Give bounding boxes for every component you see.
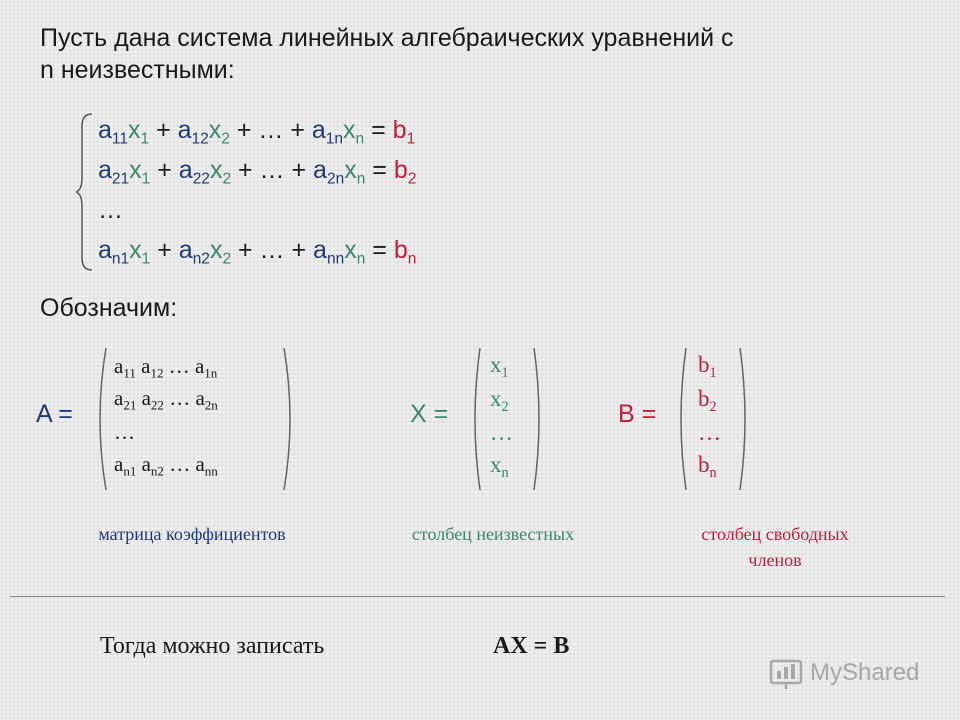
matrix-b-row-dots: … <box>698 420 721 445</box>
matrix-a-row-n: $a_{n1}$ $a_{n2}$ … $a_{nn}$ <box>114 452 218 479</box>
caption-unknowns-column: столбец неизвестных <box>411 524 575 544</box>
matrix-a <box>92 346 298 492</box>
conclusion-text: Тогда можно записать <box>100 633 325 659</box>
caption-coefficient-matrix: матрица коэффициентов <box>98 524 286 544</box>
intro-line-1: Пусть дана система линейных алгебраических уравнений с <box>40 24 734 52</box>
divider-line <box>10 596 945 597</box>
matrix-a-row-1: $a_{11}$ $a_{12}$ … $a_{1n}$ <box>114 354 218 381</box>
matrix-x-row-1: $x_1$ <box>490 352 509 381</box>
matrix-b <box>674 346 754 492</box>
logo-text: MyShared <box>810 659 920 686</box>
equation-system <box>76 112 516 272</box>
intro-line-2: n неизвестными: <box>40 56 235 84</box>
matrix-x <box>468 346 548 492</box>
denote-heading: Обозначим: <box>40 294 178 322</box>
matrix-a-row-dots: … <box>114 420 135 444</box>
presentation-icon <box>768 658 804 690</box>
matrix-x-row-2: $x_2$ <box>490 386 509 415</box>
matrix-equation: AX = B <box>493 633 570 659</box>
matrix-b-row-2: $b_2$ <box>698 386 717 415</box>
caption-free-terms-line-1: столбец свободных <box>701 524 849 544</box>
matrix-a-label: A = <box>36 400 73 428</box>
intro-text <box>40 22 880 86</box>
matrix-b-label: B = <box>618 400 657 428</box>
caption-free-terms-column <box>650 521 900 573</box>
matrix-x-row-dots: … <box>490 420 513 445</box>
matrix-b-row-1: $b_1$ <box>698 352 717 381</box>
matrix-x-label: X = <box>410 400 449 428</box>
equation-n: $a_{n1}x_1 + a_{n2}x_2$ + … + $a_{nn}x_n = b_n$ <box>98 236 417 268</box>
equation-2: $a_{21}x_1 + a_{22}x_2$ + … + $a_{2n}x_n = b_2$ <box>98 156 417 188</box>
equation-dots: … <box>98 196 123 224</box>
matrix-a-row-2: $a_{21}$ $a_{22}$ … $a_{2n}$ <box>114 386 218 413</box>
equation-1: $a_{11}x_1 + a_{12}x_2$ + … + $a_{1n}x_n = b_1$ <box>98 116 416 148</box>
matrix-b-row-n: $b_n$ <box>698 452 717 481</box>
matrix-x-row-n: $x_n$ <box>490 452 509 481</box>
myshared-logo <box>768 654 928 694</box>
caption-free-terms-line-2: членов <box>748 550 802 570</box>
system-brace <box>76 112 96 272</box>
